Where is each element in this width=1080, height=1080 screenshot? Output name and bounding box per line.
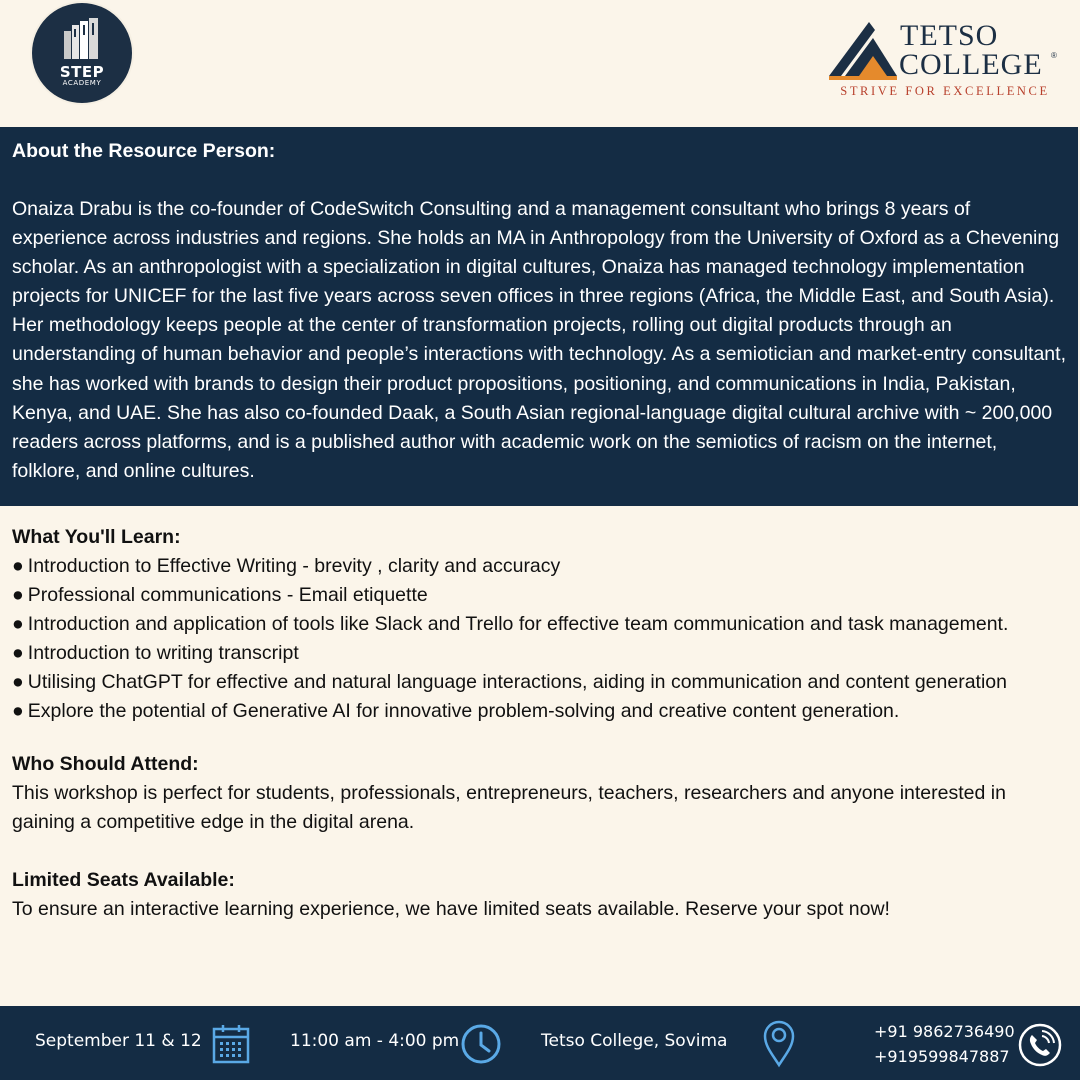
attend-body: This workshop is perfect for students, professionals, entrepreneurs, teachers, researchers and anyone interested in gaining a competitive edge in the digital arena.: [12, 782, 1006, 833]
seats-body: To ensure an interactive learning experience, we have limited seats available. Reserve your spot now!: [12, 898, 890, 920]
building-icon: [32, 3, 132, 103]
bullet: ●: [12, 671, 24, 693]
college-name-line2: COLLEGE: [899, 48, 1043, 81]
seats-title: Limited Seats Available:: [12, 869, 235, 891]
phone-number-2[interactable]: +919599847887: [874, 1047, 1010, 1066]
event-time: 11:00 am - 4:00 pm: [290, 1031, 460, 1051]
step-logo-sub: ACADEMY: [62, 79, 102, 87]
about-section: [0, 127, 1078, 506]
bullet: ●: [12, 642, 24, 664]
list-item: [12, 552, 1072, 581]
college-tagline: STRIVE FOR EXCELLENCE: [840, 84, 1050, 98]
header: [0, 0, 1080, 127]
list-item: [12, 639, 1072, 668]
phone-number-1[interactable]: +91 9862736490: [874, 1022, 1015, 1041]
registered-mark: ®: [1051, 51, 1057, 60]
attend-title: Who Should Attend:: [12, 753, 199, 775]
college-name-line1: TETSO: [900, 19, 999, 52]
list-item: [12, 610, 1072, 639]
list-item-text: Explore the potential of Generative AI for innovative problem-solving and creative content generation.: [27, 700, 900, 722]
step-logo-main: STEP: [59, 63, 105, 81]
list-item: [12, 581, 1072, 610]
list-item-text: Introduction and application of tools like Slack and Trello for effective team communication and task management.: [27, 613, 1009, 635]
list-item-text: Introduction to writing transcript: [27, 642, 299, 664]
content-body: [12, 523, 1072, 924]
learn-list: [12, 552, 1072, 726]
bullet: ●: [12, 613, 24, 635]
phone-icon[interactable]: [1018, 1023, 1062, 1067]
bullet: ●: [12, 584, 24, 606]
location-pin-icon: [762, 1018, 796, 1068]
learn-title: What You'll Learn:: [12, 526, 181, 548]
list-item: [12, 697, 1072, 726]
event-venue: Tetso College, Sovima: [541, 1031, 728, 1051]
list-item-text: Utilising ChatGPT for effective and natural language interactions, aiding in communication and content generation: [27, 671, 1007, 693]
tetso-college-logo: [825, 18, 1065, 103]
about-body: Onaiza Drabu is the co-founder of CodeSwitch Consulting and a management consultant who brings 8 years of experience across industries and regions. She holds an MA in Anthropology from the University of Oxford as a Chevening scholar. As an anthropologist with a specialization in digital cultures, Onaiza has managed technology implementation projects for UNICEF for the last five years across seven offices in three regions (Africa, the Middle East, and South Asia). Her methodology keeps people at the center of transformation projects, rolling out digital products through an understanding of human behavior and people’s interactions with technology. As a semiotician and market-entry consultant, she has worked with brands to design their product propositions, positioning, and communications in India, Pakistan, Kenya, and UAE. She has also co-founded Daak, a South Asian regional-language digital cultural archive with ~ 200,000 readers across platforms, and is a published author with academic work on the semiotics of racism on the internet, folklore, and online cultures.: [12, 198, 1066, 482]
list-item-text: Introduction to Effective Writing - brevity , clarity and accuracy: [27, 555, 561, 577]
list-item-text: Professional communications - Email etiquette: [27, 584, 428, 606]
bullet: ●: [12, 555, 24, 577]
about-title: About the Resource Person:: [12, 140, 276, 162]
list-item: [12, 668, 1072, 697]
clock-icon: [460, 1023, 502, 1065]
footer-bar: [0, 1006, 1080, 1080]
bullet: ●: [12, 700, 24, 722]
calendar-icon: [211, 1023, 251, 1065]
event-date: September 11 & 12: [35, 1031, 202, 1051]
step-academy-logo: [32, 3, 132, 103]
